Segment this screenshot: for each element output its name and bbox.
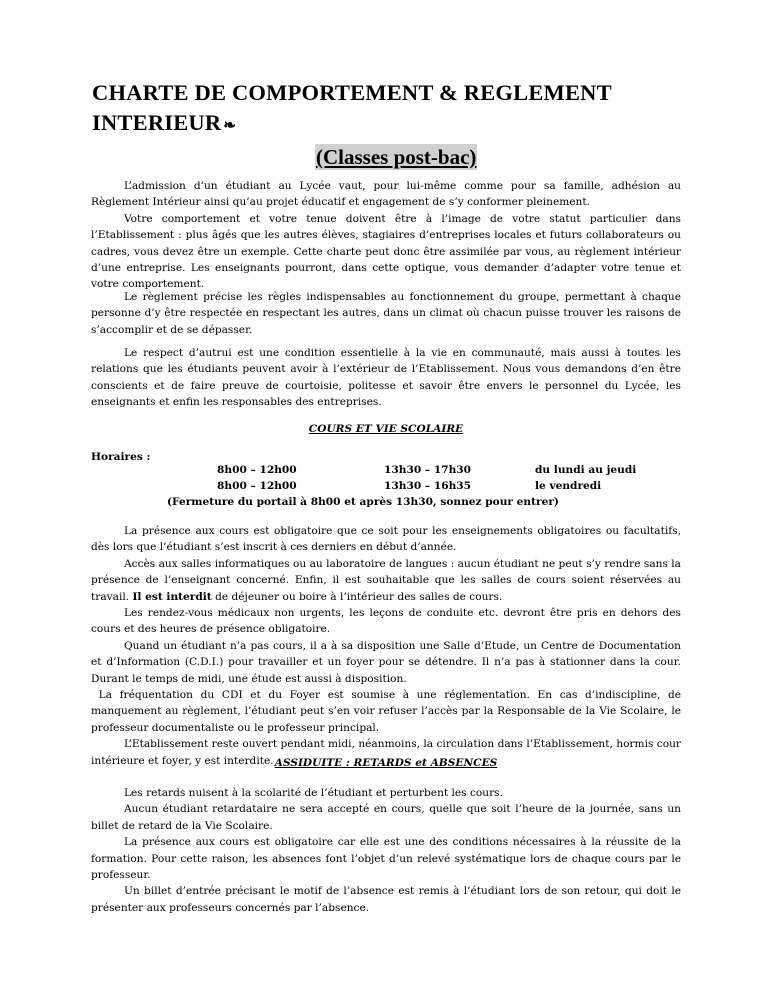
schedule-afternoon-1: 13h30 – 17h30 (384, 464, 472, 476)
section-heading-cours: COURS ET VIE SCOLAIRE (308, 423, 464, 435)
document-subtitle: (Classes post-bac) (316, 145, 477, 169)
cours-paragraph: Accès aux salles informatiques ou au laboratoire de langues : aucun étudiant ne peut s’y rendre sans la présence de l’enseignant concerné. Enfin, il est souhaitable que les salles de cours soient réservées au travail. Il est interdit de déjeuner ou boire à l’intérieur des salles de cours. (91, 557, 681, 603)
schedule-morning-1: 8h00 – 12h00 (217, 464, 297, 476)
title-text: CHARTE DE COMPORTEMENT & REGLEMENT INTERIEUR (92, 80, 612, 135)
schedule-afternoon-2: 13h30 – 16h35 (384, 480, 472, 492)
horaires-label: Horaires : (91, 451, 151, 463)
intro-section-2 (91, 289, 681, 338)
cours-paragraph: Quand un étudiant n’a pas cours, il a à sa disposition une Salle d’Etude, un Centre de Documentation et d’Information (C.D.I.) pour travailler et un foyer pour se détendre. Il n’a pas à stationner dans la cour. Durant le temps de midi, une étude est aussi à disposition. (91, 639, 681, 685)
assiduite-section (91, 785, 681, 916)
assiduite-paragraph: La présence aux cours est obligatoire car elle est une des conditions nécessaires à la réussite de la formation. Pour cette raison, les absences font l’objet d’un relevé systématique lors de chaque cours par le professeur. (91, 836, 681, 882)
cours-paragraph: La présence aux cours est obligatoire que ce soit pour les enseignements obligatoires ou facultatifs, dès lors que l’étudiant s’est inscrit à ces derniers en début d’année. (91, 525, 681, 554)
intro-section (91, 178, 681, 293)
assiduite-paragraph: Un billet d’entrée précisant le motif de l’absence est remis à l’étudiant lors de son retour, qui doit le présenter aux professeurs concernés par l’absence. (91, 885, 681, 914)
intro-paragraph: Le règlement précise les règles indispensables au fonctionnement du groupe, permettant à chaque personne d’y être respectée en respectant les autres, dans un climat où chacun puisse trouver les raisons de s’accomplir et de se dépasser. (91, 291, 681, 336)
fleuron-icon: ❧ (223, 118, 237, 134)
assiduite-paragraph: Les retards nuisent à la scolarité de l’étudiant et perturbent les cours. (124, 787, 503, 799)
portail-note: (Fermeture du portail à 8h00 et après 13h30, sonnez pour entrer) (167, 496, 559, 508)
document-title (92, 78, 672, 141)
intro-paragraph: L’admission d’un étudiant au Lycée vaut, pour lui-même comme pour sa famille, adhésion au Règlement Intérieur ainsi qu’au projet éducatif et engagement de s’y conformer pleinement. (91, 180, 681, 209)
schedule-morning-2: 8h00 – 12h00 (217, 480, 297, 492)
cours-section (91, 523, 681, 769)
interdit-emphasis: Il est interdit (132, 590, 212, 603)
assiduite-paragraph: Aucun étudiant retardataire ne sera accepté en cours, quelle que soit l’heure de la journée, sans un billet de retard de la Vie Scolaire. (91, 803, 681, 832)
intro-section-3 (91, 345, 681, 411)
intro-paragraph: Le respect d’autrui est une condition essentielle à la vie en communauté, mais aussi à toutes les relations que les étudiants peuvent avoir à l’extérieur de l’Etablissement. Nous vous demandons d’en être conscients et de faire preuve de courtoisie, politesse et savoir être envers le personnel du Lycée, les enseignants et enfin les responsables des entreprises. (91, 347, 681, 409)
cours-paragraph: L’Etablissement reste ouvert pendant midi, néanmoins, la circulation dans l’Etablissement, hormis cour intérieure et foyer, y est interdite. (91, 738, 681, 767)
schedule-days-2: le vendredi (535, 480, 602, 492)
section-heading-assiduite: ASSIDUITE : RETARDS et ABSENCES (274, 757, 498, 769)
schedule-days-1: du lundi au jeudi (535, 464, 637, 476)
cours-paragraph: Les rendez-vous médicaux non urgents, les leçons de conduite etc. devront être pris en dehors des cours et des heures de présence obligatoire. (91, 607, 681, 636)
cours-paragraph: La fréquentation du CDI et du Foyer est soumise à une réglementation. En cas d’indiscipline, de manquement au règlement, l’étudiant peut s’en voir refuser l’accès par la Responsable de la Vie Scolaire, le professeur documentaliste ou le professeur principal. (91, 689, 682, 734)
intro-paragraph: Votre comportement et votre tenue doivent être à l’image de votre statut particulier dans l’Etablissement : plus âgés que les autres élèves, stagiaires d’entreprises locales et futurs collaborateurs ou cadres, vous devez être un exemple. Cette charte peut donc être assimilée par vous, au règlement intérieur d’une entreprise. Les enseignants pourront, dans cette optique, vous demander d’adapter votre tenue et votre comportement. (91, 212, 681, 291)
